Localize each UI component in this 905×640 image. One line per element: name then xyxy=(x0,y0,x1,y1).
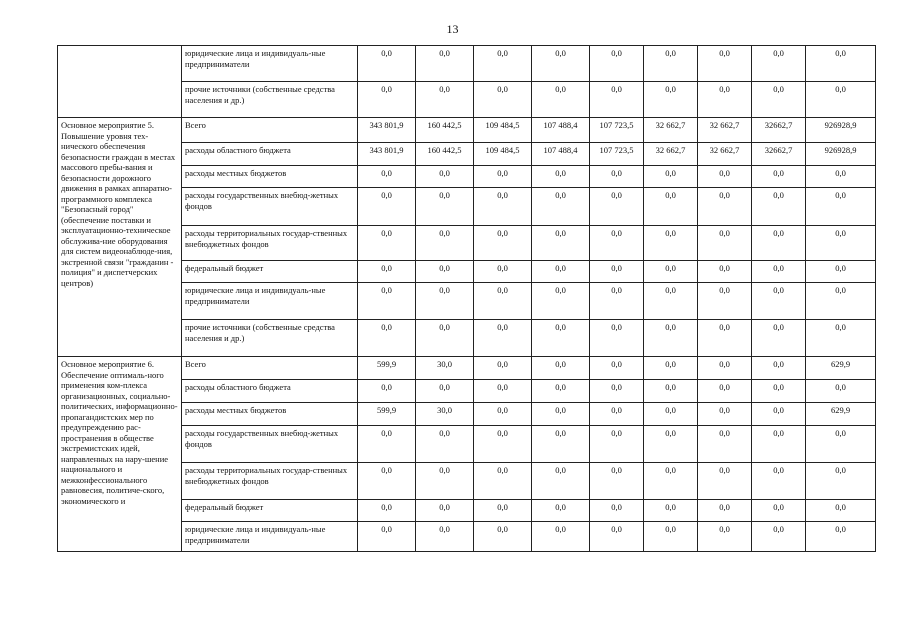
value-2017-cell: 0,0 xyxy=(474,522,532,552)
value-2021-cell: 0,0 xyxy=(698,283,752,320)
value-2016-cell: 0,0 xyxy=(416,226,474,261)
value-total-cell: 0,0 xyxy=(806,226,876,261)
value-2022-cell: 0,0 xyxy=(752,500,806,522)
value-total-cell: 0,0 xyxy=(806,463,876,500)
value-2021-cell: 0,0 xyxy=(698,188,752,226)
value-2019-cell: 0,0 xyxy=(590,188,644,226)
value-2022-cell: 0,0 xyxy=(752,226,806,261)
funding-source-cell: расходы государственных внебюд-жетных фондов xyxy=(182,426,358,463)
funding-source-cell: расходы территориальных государ-ственных внебюджетных фондов xyxy=(182,463,358,500)
value-2016-cell: 0,0 xyxy=(416,188,474,226)
value-2022-cell: 0,0 xyxy=(752,82,806,118)
value-total-cell: 0,0 xyxy=(806,500,876,522)
value-total-cell: 0,0 xyxy=(806,380,876,403)
value-2016-cell: 160 442,5 xyxy=(416,118,474,143)
value-2017-cell: 0,0 xyxy=(474,46,532,82)
value-2021-cell: 0,0 xyxy=(698,261,752,283)
funding-source-cell: прочие источники (собственные средства населения и др.) xyxy=(182,320,358,357)
funding-source-cell: прочие источники (собственные средства населения и др.) xyxy=(182,82,358,118)
value-2015-cell: 0,0 xyxy=(358,463,416,500)
value-2018-cell: 0,0 xyxy=(532,500,590,522)
value-2018-cell: 0,0 xyxy=(532,46,590,82)
value-2022-cell: 0,0 xyxy=(752,166,806,188)
value-2015-cell: 0,0 xyxy=(358,82,416,118)
value-2020-cell: 0,0 xyxy=(644,261,698,283)
value-2020-cell: 0,0 xyxy=(644,46,698,82)
value-2015-cell: 0,0 xyxy=(358,226,416,261)
value-2015-cell: 0,0 xyxy=(358,166,416,188)
value-2019-cell: 0,0 xyxy=(590,320,644,357)
value-2019-cell: 0,0 xyxy=(590,261,644,283)
value-total-cell: 0,0 xyxy=(806,426,876,463)
event-cell xyxy=(58,46,182,118)
funding-source-cell: расходы местных бюджетов xyxy=(182,166,358,188)
value-2022-cell: 0,0 xyxy=(752,403,806,426)
value-2018-cell: 0,0 xyxy=(532,82,590,118)
value-total-cell: 0,0 xyxy=(806,166,876,188)
value-2017-cell: 109 484,5 xyxy=(474,118,532,143)
value-total-cell: 0,0 xyxy=(806,82,876,118)
value-2017-cell: 0,0 xyxy=(474,261,532,283)
value-2021-cell: 0,0 xyxy=(698,463,752,500)
value-2016-cell: 30,0 xyxy=(416,357,474,380)
funding-source-cell: расходы областного бюджета xyxy=(182,380,358,403)
value-total-cell: 0,0 xyxy=(806,283,876,320)
value-2018-cell: 0,0 xyxy=(532,166,590,188)
value-2022-cell: 0,0 xyxy=(752,188,806,226)
value-2017-cell: 0,0 xyxy=(474,166,532,188)
value-2021-cell: 0,0 xyxy=(698,522,752,552)
event-cell: Основное мероприятие 5. Повышение уровня тех-нического обеспечения безопасности граждан в местах массового пребы-вания и безопасности дорожного движения в рамках аппаратно-программного комплекса "Безопасный город" (обеспечение поставки и эксплуатационно-техническое обслужива-ние оборудования для систем видеонаблюде-ния, экстренной связи "гражданин - полиция" и диспетчерских центров) xyxy=(58,118,182,357)
value-2018-cell: 0,0 xyxy=(532,403,590,426)
value-2016-cell: 160 442,5 xyxy=(416,143,474,166)
value-2019-cell: 0,0 xyxy=(590,500,644,522)
value-2015-cell: 0,0 xyxy=(358,283,416,320)
value-2019-cell: 0,0 xyxy=(590,46,644,82)
value-2018-cell: 107 488,4 xyxy=(532,118,590,143)
value-2019-cell: 0,0 xyxy=(590,82,644,118)
value-2021-cell: 0,0 xyxy=(698,380,752,403)
value-2021-cell: 0,0 xyxy=(698,500,752,522)
value-2020-cell: 0,0 xyxy=(644,166,698,188)
page-number: 13 xyxy=(446,22,459,36)
value-2017-cell: 0,0 xyxy=(474,403,532,426)
value-2016-cell: 0,0 xyxy=(416,46,474,82)
value-2015-cell: 0,0 xyxy=(358,261,416,283)
funding-source-cell: федеральный бюджет xyxy=(182,500,358,522)
value-2017-cell: 0,0 xyxy=(474,463,532,500)
value-2016-cell: 0,0 xyxy=(416,261,474,283)
value-2019-cell: 0,0 xyxy=(590,283,644,320)
value-2015-cell: 0,0 xyxy=(358,320,416,357)
value-2015-cell: 0,0 xyxy=(358,188,416,226)
funding-source-cell: юридические лица и индивидуаль-ные предприниматели xyxy=(182,46,358,82)
value-2017-cell: 0,0 xyxy=(474,500,532,522)
funding-source-cell: расходы территориальных государ-ственных внебюджетных фондов xyxy=(182,226,358,261)
value-2016-cell: 0,0 xyxy=(416,320,474,357)
value-2015-cell: 343 801,9 xyxy=(358,118,416,143)
value-2015-cell: 0,0 xyxy=(358,46,416,82)
value-2016-cell: 30,0 xyxy=(416,403,474,426)
value-2021-cell: 32 662,7 xyxy=(698,143,752,166)
value-2016-cell: 0,0 xyxy=(416,500,474,522)
value-2017-cell: 0,0 xyxy=(474,188,532,226)
value-2019-cell: 107 723,5 xyxy=(590,143,644,166)
value-2020-cell: 32 662,7 xyxy=(644,143,698,166)
value-2017-cell: 0,0 xyxy=(474,82,532,118)
budget-table xyxy=(57,45,876,552)
value-2017-cell: 0,0 xyxy=(474,380,532,403)
value-2019-cell: 0,0 xyxy=(590,226,644,261)
funding-source-cell: расходы областного бюджета xyxy=(182,143,358,166)
value-total-cell: 629,9 xyxy=(806,403,876,426)
table-row xyxy=(58,46,876,82)
value-2022-cell: 0,0 xyxy=(752,463,806,500)
value-total-cell: 629,9 xyxy=(806,357,876,380)
value-2016-cell: 0,0 xyxy=(416,283,474,320)
value-2021-cell: 0,0 xyxy=(698,403,752,426)
value-2022-cell: 32662,7 xyxy=(752,143,806,166)
funding-source-cell: юридические лица и индивидуаль-ные предприниматели xyxy=(182,522,358,552)
value-2021-cell: 0,0 xyxy=(698,320,752,357)
value-2018-cell: 0,0 xyxy=(532,188,590,226)
value-2022-cell: 0,0 xyxy=(752,261,806,283)
value-2022-cell: 0,0 xyxy=(752,320,806,357)
value-2018-cell: 0,0 xyxy=(532,261,590,283)
value-2018-cell: 0,0 xyxy=(532,320,590,357)
value-total-cell: 0,0 xyxy=(806,522,876,552)
value-2021-cell: 0,0 xyxy=(698,226,752,261)
value-2017-cell: 0,0 xyxy=(474,357,532,380)
table-row xyxy=(58,118,876,143)
value-2022-cell: 0,0 xyxy=(752,426,806,463)
value-2020-cell: 32 662,7 xyxy=(644,118,698,143)
value-2018-cell: 107 488,4 xyxy=(532,143,590,166)
value-2018-cell: 0,0 xyxy=(532,380,590,403)
table-row xyxy=(58,357,876,380)
value-2020-cell: 0,0 xyxy=(644,320,698,357)
value-2020-cell: 0,0 xyxy=(644,426,698,463)
value-2015-cell: 0,0 xyxy=(358,380,416,403)
value-2018-cell: 0,0 xyxy=(532,357,590,380)
value-2017-cell: 0,0 xyxy=(474,320,532,357)
value-2019-cell: 0,0 xyxy=(590,426,644,463)
value-2017-cell: 109 484,5 xyxy=(474,143,532,166)
funding-source-cell: Всего xyxy=(182,118,358,143)
value-2021-cell: 0,0 xyxy=(698,82,752,118)
value-2020-cell: 0,0 xyxy=(644,226,698,261)
value-2019-cell: 0,0 xyxy=(590,522,644,552)
value-total-cell: 0,0 xyxy=(806,320,876,357)
value-2016-cell: 0,0 xyxy=(416,522,474,552)
value-2017-cell: 0,0 xyxy=(474,283,532,320)
value-2020-cell: 0,0 xyxy=(644,283,698,320)
value-2016-cell: 0,0 xyxy=(416,463,474,500)
value-2015-cell: 599,9 xyxy=(358,357,416,380)
value-2018-cell: 0,0 xyxy=(532,226,590,261)
value-2020-cell: 0,0 xyxy=(644,188,698,226)
value-2020-cell: 0,0 xyxy=(644,357,698,380)
value-total-cell: 926928,9 xyxy=(806,118,876,143)
value-2018-cell: 0,0 xyxy=(532,283,590,320)
funding-source-cell: расходы государственных внебюд-жетных фондов xyxy=(182,188,358,226)
value-2018-cell: 0,0 xyxy=(532,522,590,552)
value-total-cell: 0,0 xyxy=(806,261,876,283)
value-2017-cell: 0,0 xyxy=(474,226,532,261)
value-2021-cell: 0,0 xyxy=(698,46,752,82)
value-2016-cell: 0,0 xyxy=(416,380,474,403)
value-2017-cell: 0,0 xyxy=(474,426,532,463)
value-2020-cell: 0,0 xyxy=(644,82,698,118)
value-2019-cell: 0,0 xyxy=(590,403,644,426)
budget-table-body xyxy=(58,46,876,552)
value-2016-cell: 0,0 xyxy=(416,82,474,118)
value-2016-cell: 0,0 xyxy=(416,166,474,188)
value-2022-cell: 0,0 xyxy=(752,380,806,403)
value-2022-cell: 0,0 xyxy=(752,357,806,380)
value-2020-cell: 0,0 xyxy=(644,403,698,426)
value-2020-cell: 0,0 xyxy=(644,500,698,522)
value-2021-cell: 0,0 xyxy=(698,357,752,380)
funding-source-cell: расходы местных бюджетов xyxy=(182,403,358,426)
value-2019-cell: 0,0 xyxy=(590,380,644,403)
value-2020-cell: 0,0 xyxy=(644,463,698,500)
value-2021-cell: 0,0 xyxy=(698,426,752,463)
value-2019-cell: 107 723,5 xyxy=(590,118,644,143)
value-total-cell: 0,0 xyxy=(806,46,876,82)
value-2021-cell: 32 662,7 xyxy=(698,118,752,143)
value-2019-cell: 0,0 xyxy=(590,463,644,500)
value-2018-cell: 0,0 xyxy=(532,426,590,463)
value-2015-cell: 599,9 xyxy=(358,403,416,426)
value-2015-cell: 0,0 xyxy=(358,426,416,463)
value-2015-cell: 0,0 xyxy=(358,522,416,552)
value-2020-cell: 0,0 xyxy=(644,522,698,552)
value-2022-cell: 32662,7 xyxy=(752,118,806,143)
funding-source-cell: Всего xyxy=(182,357,358,380)
value-2022-cell: 0,0 xyxy=(752,46,806,82)
value-2022-cell: 0,0 xyxy=(752,522,806,552)
value-2015-cell: 343 801,9 xyxy=(358,143,416,166)
funding-source-cell: федеральный бюджет xyxy=(182,261,358,283)
value-2016-cell: 0,0 xyxy=(416,426,474,463)
value-2022-cell: 0,0 xyxy=(752,283,806,320)
value-2015-cell: 0,0 xyxy=(358,500,416,522)
funding-source-cell: юридические лица и индивидуаль-ные предприниматели xyxy=(182,283,358,320)
event-cell: Основное мероприятие 6. Обеспечение оптималь-ного применения ком-плекса организационных, социально-политических, информационно-пропагандистских мер по предупреждению рас-пространения в обществе экстремистских идей, направленных на нару-шение национального и межконфессионального равновесия, политиче-ского, экономического и xyxy=(58,357,182,552)
value-2018-cell: 0,0 xyxy=(532,463,590,500)
value-total-cell: 0,0 xyxy=(806,188,876,226)
value-2019-cell: 0,0 xyxy=(590,357,644,380)
value-2021-cell: 0,0 xyxy=(698,166,752,188)
value-2020-cell: 0,0 xyxy=(644,380,698,403)
value-2019-cell: 0,0 xyxy=(590,166,644,188)
value-total-cell: 926928,9 xyxy=(806,143,876,166)
